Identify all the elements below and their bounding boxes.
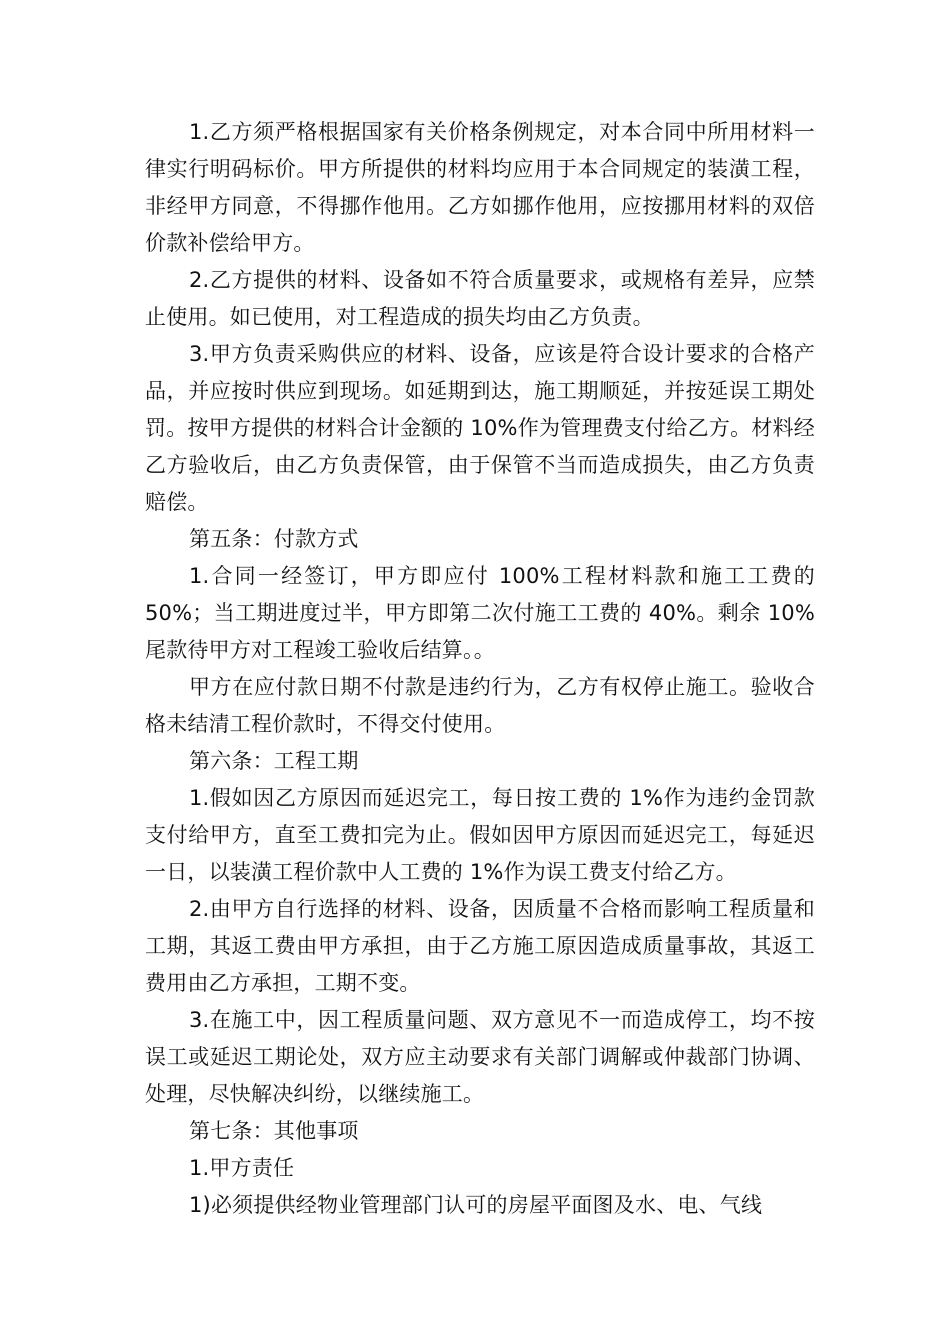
subheading-owner-responsibility: 1.甲方责任 (189, 1156, 295, 1180)
section-heading-article-6: 第六条：工程工期 (189, 749, 359, 773)
paragraph-materials-pricing: 1.乙方须严格根据国家有关价格条例规定，对本合同中所用材料一律实行明码标价。甲方所提供的材料均应用于本合同规定的装潢工程，非经甲方同意，不得挪作他用。乙方如挪作他用，应按挪用材料的双倍价款补偿给甲方。 (145, 120, 815, 255)
document-body (145, 114, 815, 1224)
paragraph-rework-cost: 2.由甲方自行选择的材料、设备，因质量不合格而影响工程质量和工期，其返工费由甲方承担，由于乙方施工原因造成质量事故，其返工费用由乙方承担，工期不变。 (145, 897, 815, 995)
paragraph-delay-penalty: 1.假如因乙方原因而延迟完工，每日按工费的 1%作为违约金罚款支付给甲方，直至工费扣完为止。假如因甲方原因而延迟完工，每延迟一日，以装潢工程价款中人工费的 1%作为误工费支付给乙方。 (145, 786, 815, 884)
section-heading-article-5: 第五条：付款方式 (189, 527, 359, 551)
section-heading-article-7: 第七条：其他事项 (189, 1119, 359, 1143)
paragraph-payment-default: 甲方在应付款日期不付款是违约行为，乙方有权停止施工。验收合格未结清工程价款时，不得交付使用。 (145, 675, 815, 736)
paragraph-floor-plan-requirement: 1)必须提供经物业管理部门认可的房屋平面图及水、电、气线 (189, 1193, 763, 1217)
paragraph-payment-schedule: 1.合同一经签订，甲方即应付 100%工程材料款和施工工费的 50%；当工期进度过半，甲方即第二次付施工工费的 40%。剩余 10%尾款待甲方对工程竣工验收后结算。。 (145, 564, 815, 662)
paragraph-dispute-resolution: 3.在施工中，因工程质量问题、双方意见不一而造成停工，均不按误工或延迟工期论处，双方应主动要求有关部门调解或仲裁部门协调、处理，尽快解决纠纷，以继续施工。 (145, 1008, 815, 1106)
paragraph-materials-quality: 2.乙方提供的材料、设备如不符合质量要求，或规格有差异，应禁止使用。如已使用，对工程造成的损失均由乙方负责。 (145, 268, 815, 329)
paragraph-owner-supplied-materials: 3.甲方负责采购供应的材料、设备，应该是符合设计要求的合格产品，并应按时供应到现场。如延期到达，施工期顺延，并按延误工期处罚。按甲方提供的材料合计金额的 10%作为管理费支付给乙方。材料经乙方验收后，由乙方负责保管，由于保管不当而造成损失，由乙方负责赔偿。 (145, 342, 815, 514)
